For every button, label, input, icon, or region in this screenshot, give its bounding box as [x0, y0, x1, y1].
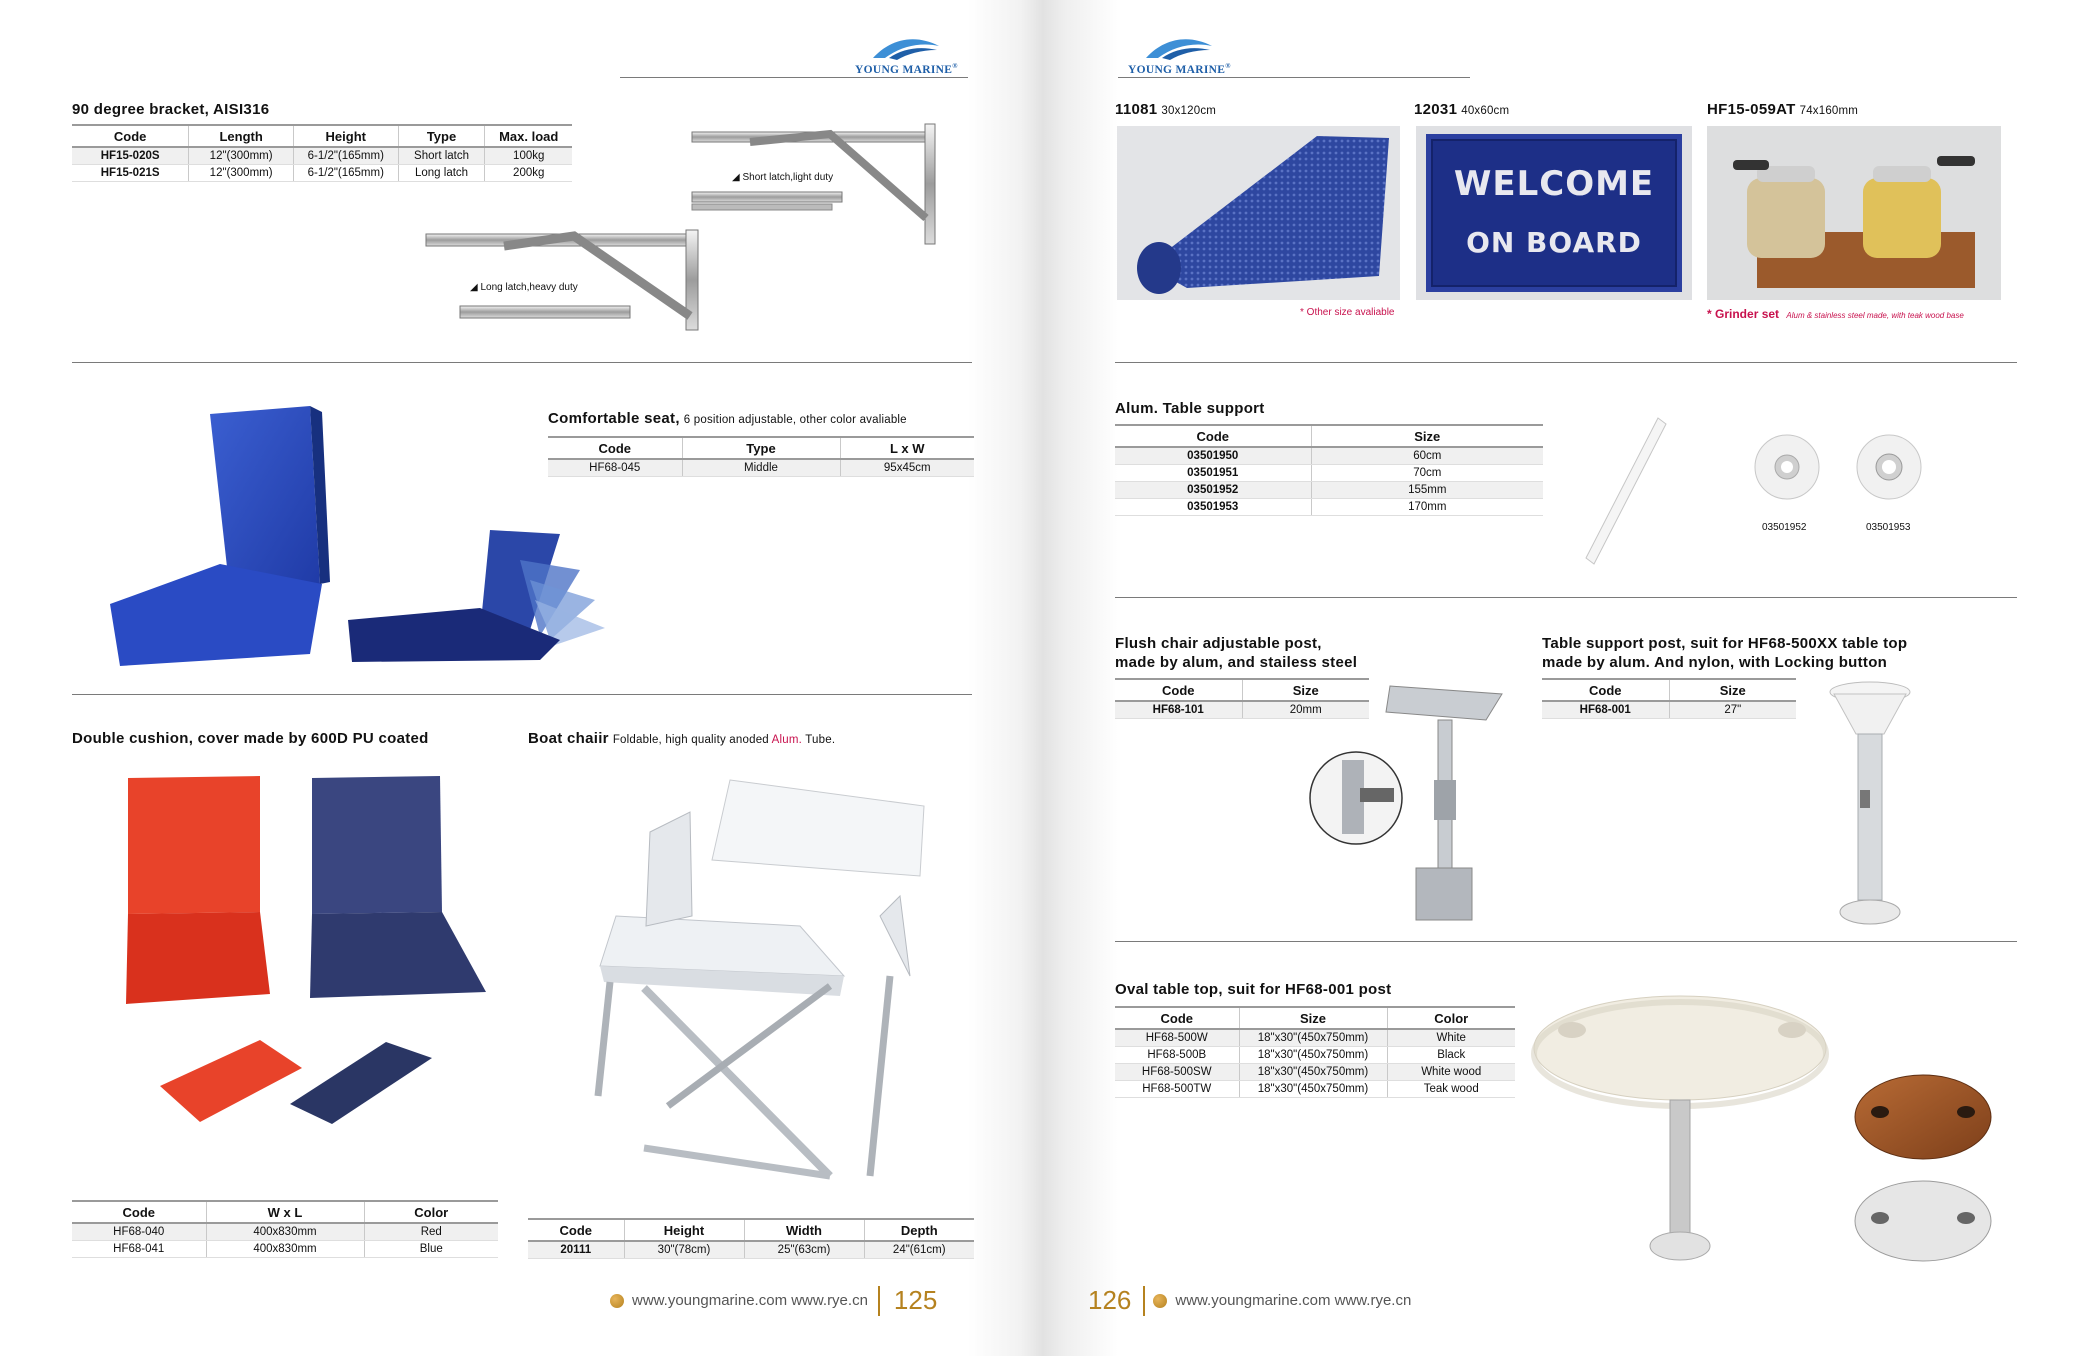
column-header: Size [1239, 1007, 1387, 1029]
table-cell: 400x830mm [206, 1241, 364, 1258]
table-cell: Teak wood [1387, 1081, 1515, 1098]
table-cell: HF68-500W [1115, 1029, 1239, 1047]
table-cell: White [1387, 1029, 1515, 1047]
table-cell: Middle [682, 459, 840, 477]
table-row [72, 147, 572, 165]
table-cell: HF68-041 [72, 1241, 206, 1258]
table-row [72, 1223, 498, 1241]
column-header: Max. load [485, 125, 572, 147]
column-header: Code [1115, 679, 1242, 701]
on-board-text: ON BOARD [1466, 226, 1642, 259]
oval-table-spec-table [1115, 1006, 1515, 1098]
table-cell: HF68-500TW [1115, 1081, 1239, 1098]
book-spine [968, 0, 1118, 1356]
column-header: Height [624, 1219, 744, 1241]
table-row [1115, 1064, 1515, 1081]
brand-logo-right: YOUNG MARINE® [1128, 36, 1231, 76]
table-row [1542, 701, 1796, 719]
table-row [1115, 1081, 1515, 1098]
cushion-spec-table [72, 1200, 498, 1258]
header-rule-left [620, 77, 968, 78]
table-cell: 170mm [1311, 499, 1543, 516]
table-cell: 100kg [485, 147, 572, 165]
table-row [528, 1241, 974, 1259]
table-cell: 24"(61cm) [864, 1241, 974, 1259]
table-row [72, 1241, 498, 1258]
grinder-caption: * Grinder set Alum & stainless steel made, with teak wood base [1707, 307, 1964, 321]
column-header: Code [72, 125, 189, 147]
table-header-row [1115, 425, 1543, 447]
table-cell: HF68-500SW [1115, 1064, 1239, 1081]
table-cell: 155mm [1311, 482, 1543, 499]
table-cell: HF68-101 [1115, 701, 1242, 719]
flange-label-a: 03501952 [1762, 522, 1807, 533]
blue-mat-image [1117, 126, 1400, 300]
flush-post-title: Flush chair adjustable post, made by alum, and stailess steel [1115, 635, 1358, 671]
footer-divider [878, 1286, 880, 1316]
mat-title: 11081 30x120cm [1115, 101, 1217, 118]
section-divider [1115, 597, 2017, 598]
table-post-spec-table [1542, 678, 1796, 719]
table-cell: Blue [364, 1241, 498, 1258]
section-divider [1115, 362, 2017, 363]
table-cell: Short latch [398, 147, 485, 165]
column-header: Length [189, 125, 294, 147]
welcome-text: WELCOME [1453, 164, 1655, 204]
long-latch-bracket-image [424, 226, 724, 336]
column-header: Size [1311, 425, 1543, 447]
flange-03501952-image [1752, 432, 1822, 502]
section-divider [1115, 941, 2017, 942]
column-header: Code [1115, 425, 1311, 447]
table-cell: White wood [1387, 1064, 1515, 1081]
brand-logo-left: YOUNG MARINE® [855, 36, 958, 76]
short-latch-bracket-image [690, 118, 950, 258]
oval-table-teak-image [1852, 1072, 1994, 1162]
flush-chair-post-image [1306, 680, 1506, 926]
boat-chair-spec-table [528, 1218, 974, 1259]
table-cell: Red [364, 1223, 498, 1241]
page-number-left: 125 [893, 1285, 938, 1315]
table-header-row [548, 437, 974, 459]
column-header: Code [72, 1201, 206, 1223]
table-cell: HF15-021S [72, 165, 189, 182]
table-post-title: Table support post, suit for HF68-500XX table top made by alum. And nylon, with Locking button [1542, 635, 1908, 671]
table-cell: 20mm [1242, 701, 1369, 719]
header-rule-right [1118, 77, 1470, 78]
table-cell: 70cm [1311, 465, 1543, 482]
table-cell: 03501953 [1115, 499, 1311, 516]
mat-note: * Other size avaliable [1300, 307, 1395, 318]
footer-left [610, 1285, 937, 1316]
column-header: Color [364, 1201, 498, 1223]
table-cell: 60cm [1311, 447, 1543, 465]
table-support-title: Alum. Table support [1115, 400, 1265, 417]
table-header-row [72, 1201, 498, 1223]
bracket-title: 90 degree bracket, AISI316 [72, 101, 270, 118]
column-header: Code [548, 437, 682, 459]
globe-icon [610, 1294, 624, 1308]
wave-logo-icon [871, 36, 941, 62]
boat-chair-image [580, 776, 940, 1196]
table-cell: 18"x30"(450x750mm) [1239, 1081, 1387, 1098]
table-cell: 03501952 [1115, 482, 1311, 499]
column-header: Color [1387, 1007, 1515, 1029]
column-header: Code [1115, 1007, 1239, 1029]
table-row [1115, 1029, 1515, 1047]
table-row [1115, 447, 1543, 465]
table-cell: Black [1387, 1047, 1515, 1064]
cushion-title: Double cushion, cover made by 600D PU coated [72, 730, 429, 747]
column-header: Code [1542, 679, 1669, 701]
table-header-row [72, 125, 572, 147]
oval-table-white-image [1530, 990, 1830, 1272]
section-divider [72, 694, 972, 695]
seat-spec-table [548, 436, 974, 477]
table-cell: 27" [1669, 701, 1796, 719]
table-cell: HF15-020S [72, 147, 189, 165]
footer-url-left[interactable]: www.youngmarine.com www.rye.cn [632, 1292, 868, 1309]
short-latch-label: ◢ Short latch,light duty [732, 172, 834, 183]
oval-table-white-wood-image [1852, 1178, 1994, 1264]
footer-url-right[interactable]: www.youngmarine.com www.rye.cn [1175, 1292, 1412, 1309]
table-cell: 200kg [485, 165, 572, 182]
column-header: Width [744, 1219, 864, 1241]
table-cell: 30"(78cm) [624, 1241, 744, 1259]
table-cell: 20111 [528, 1241, 624, 1259]
table-cell: 18"x30"(450x750mm) [1239, 1064, 1387, 1081]
table-support-tube-image [1580, 412, 1670, 572]
table-header-row [1115, 1007, 1515, 1029]
seat-title: Comfortable seat, 6 position adjustable, other color avaliable [548, 410, 907, 427]
footer-right [1088, 1285, 1411, 1316]
flange-03501953-image [1854, 432, 1924, 502]
table-cell: HF68-001 [1542, 701, 1669, 719]
table-cell: 03501950 [1115, 447, 1311, 465]
table-cell: 95x45cm [840, 459, 974, 477]
table-cell: Long latch [398, 165, 485, 182]
boat-chair-title: Boat chaiir Foldable, high quality anoded Alum. Tube. [528, 730, 836, 747]
table-row [1115, 1047, 1515, 1064]
seat-positions-image [340, 520, 640, 670]
table-header-row [528, 1219, 974, 1241]
table-cell: 18"x30"(450x750mm) [1239, 1047, 1387, 1064]
table-header-row [1542, 679, 1796, 701]
column-header: Code [528, 1219, 624, 1241]
comfortable-seat-image [100, 404, 330, 674]
table-cell: 6-1/2"(165mm) [293, 165, 398, 182]
table-cell: HF68-040 [72, 1223, 206, 1241]
table-cell: 400x830mm [206, 1223, 364, 1241]
column-header: Size [1669, 679, 1796, 701]
footer-divider [1143, 1286, 1145, 1316]
table-support-spec-table [1115, 424, 1543, 516]
table-row [72, 165, 572, 182]
flange-label-b: 03501953 [1866, 522, 1911, 533]
table-support-post-image [1820, 680, 1920, 930]
table-cell: 12"(300mm) [189, 147, 294, 165]
bracket-spec-table [72, 124, 572, 182]
column-header: Type [682, 437, 840, 459]
column-header: Height [293, 125, 398, 147]
table-cell: 12"(300mm) [189, 165, 294, 182]
page-number-right: 126 [1088, 1285, 1132, 1315]
table-cell: HF68-045 [548, 459, 682, 477]
column-header: Depth [864, 1219, 974, 1241]
column-header: Type [398, 125, 485, 147]
double-cushion-image [120, 772, 500, 1152]
table-cell: HF68-500B [1115, 1047, 1239, 1064]
wave-logo-icon [1144, 36, 1214, 62]
table-row [1115, 482, 1543, 499]
column-header: L x W [840, 437, 974, 459]
column-header: Size [1242, 679, 1369, 701]
grinder-title: HF15-059AT 74x160mm [1707, 101, 1859, 118]
globe-icon [1153, 1294, 1167, 1308]
grinder-set-image [1707, 126, 2001, 300]
table-row [1115, 465, 1543, 482]
oval-table-title: Oval table top, suit for HF68-001 post [1115, 981, 1392, 998]
table-cell: 03501951 [1115, 465, 1311, 482]
section-divider [72, 362, 972, 363]
long-latch-label: ◢ Long latch,heavy duty [470, 282, 578, 293]
table-cell: 25"(63cm) [744, 1241, 864, 1259]
table-cell: 18"x30"(450x750mm) [1239, 1029, 1387, 1047]
welcome-mat-image [1416, 126, 1692, 300]
table-row [1115, 499, 1543, 516]
table-row [548, 459, 974, 477]
table-cell: 6-1/2"(165mm) [293, 147, 398, 165]
welcome-mat-title: 12031 40x60cm [1414, 101, 1510, 118]
column-header: W x L [206, 1201, 364, 1223]
